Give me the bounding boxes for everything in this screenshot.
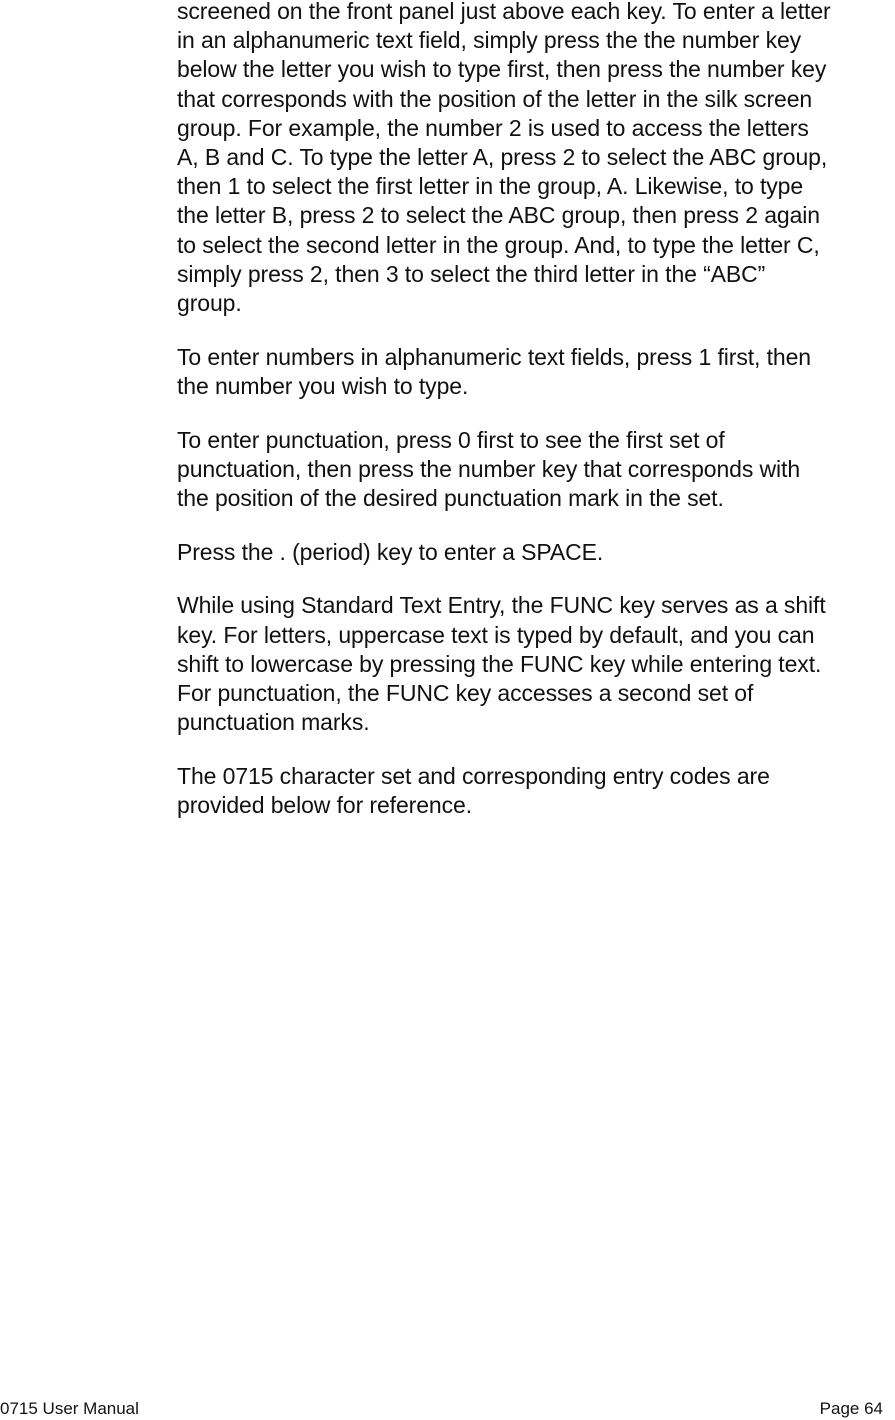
paragraph	[177, 762, 895, 820]
text-line: group.	[177, 290, 242, 317]
text-line: key. For letters, uppercase text is typed by default, and you can	[177, 621, 815, 648]
paragraph	[177, 591, 895, 737]
text-line: that corresponds with the position of the letter in the silk screen	[177, 85, 813, 112]
paragraph	[177, 0, 895, 318]
text-line: shift to lowercase by pressing the FUNC key while entering text.	[177, 650, 822, 677]
text-line: screened on the front panel just above each key. To enter a letter	[177, 0, 831, 24]
text-line: simply press 2, then 3 to select the third letter in the “ABC”	[177, 260, 766, 287]
text-line: A, B and C. To type the letter A, press 2 to select the ABC group,	[177, 144, 828, 171]
text-line: then 1 to select the first letter in the group, A. Likewise, to type	[177, 173, 804, 200]
text-line: to select the second letter in the group. And, to type the letter C,	[177, 231, 820, 258]
paragraph	[177, 343, 895, 401]
footer-manual-title: 0715 User Manual	[0, 1399, 139, 1418]
paragraph	[177, 538, 895, 567]
text-line: the letter B, press 2 to select the ABC group, then press 2 again	[177, 202, 820, 229]
text-line: group. For example, the number 2 is used to access the letters	[177, 114, 809, 141]
text-line: Press the . (period) key to enter a SPACE.	[177, 538, 604, 565]
text-line: in an alphanumeric text field, simply press the the number key	[177, 27, 802, 54]
text-line: For punctuation, the FUNC key accesses a second set of	[177, 680, 754, 707]
footer-page-number: Page 64	[819, 1399, 883, 1418]
text-line: While using Standard Text Entry, the FUNC key serves as a shift	[177, 592, 826, 619]
text-line: To enter punctuation, press 0 first to see the first set of	[177, 426, 725, 453]
text-line: the number you wish to type.	[177, 372, 469, 399]
text-line: provided below for reference.	[177, 792, 472, 819]
text-line: the position of the desired punctuation mark in the set.	[177, 485, 724, 512]
text-line: below the letter you wish to type first, then press the number key	[177, 56, 827, 83]
text-line: The 0715 character set and corresponding entry codes are	[177, 762, 770, 789]
text-line: punctuation marks.	[177, 709, 370, 736]
text-line: punctuation, then press the number key that corresponds with	[177, 455, 801, 482]
body-text	[177, 0, 895, 845]
text-line: To enter numbers in alphanumeric text fields, press 1 first, then	[177, 343, 811, 370]
paragraph	[177, 426, 895, 514]
